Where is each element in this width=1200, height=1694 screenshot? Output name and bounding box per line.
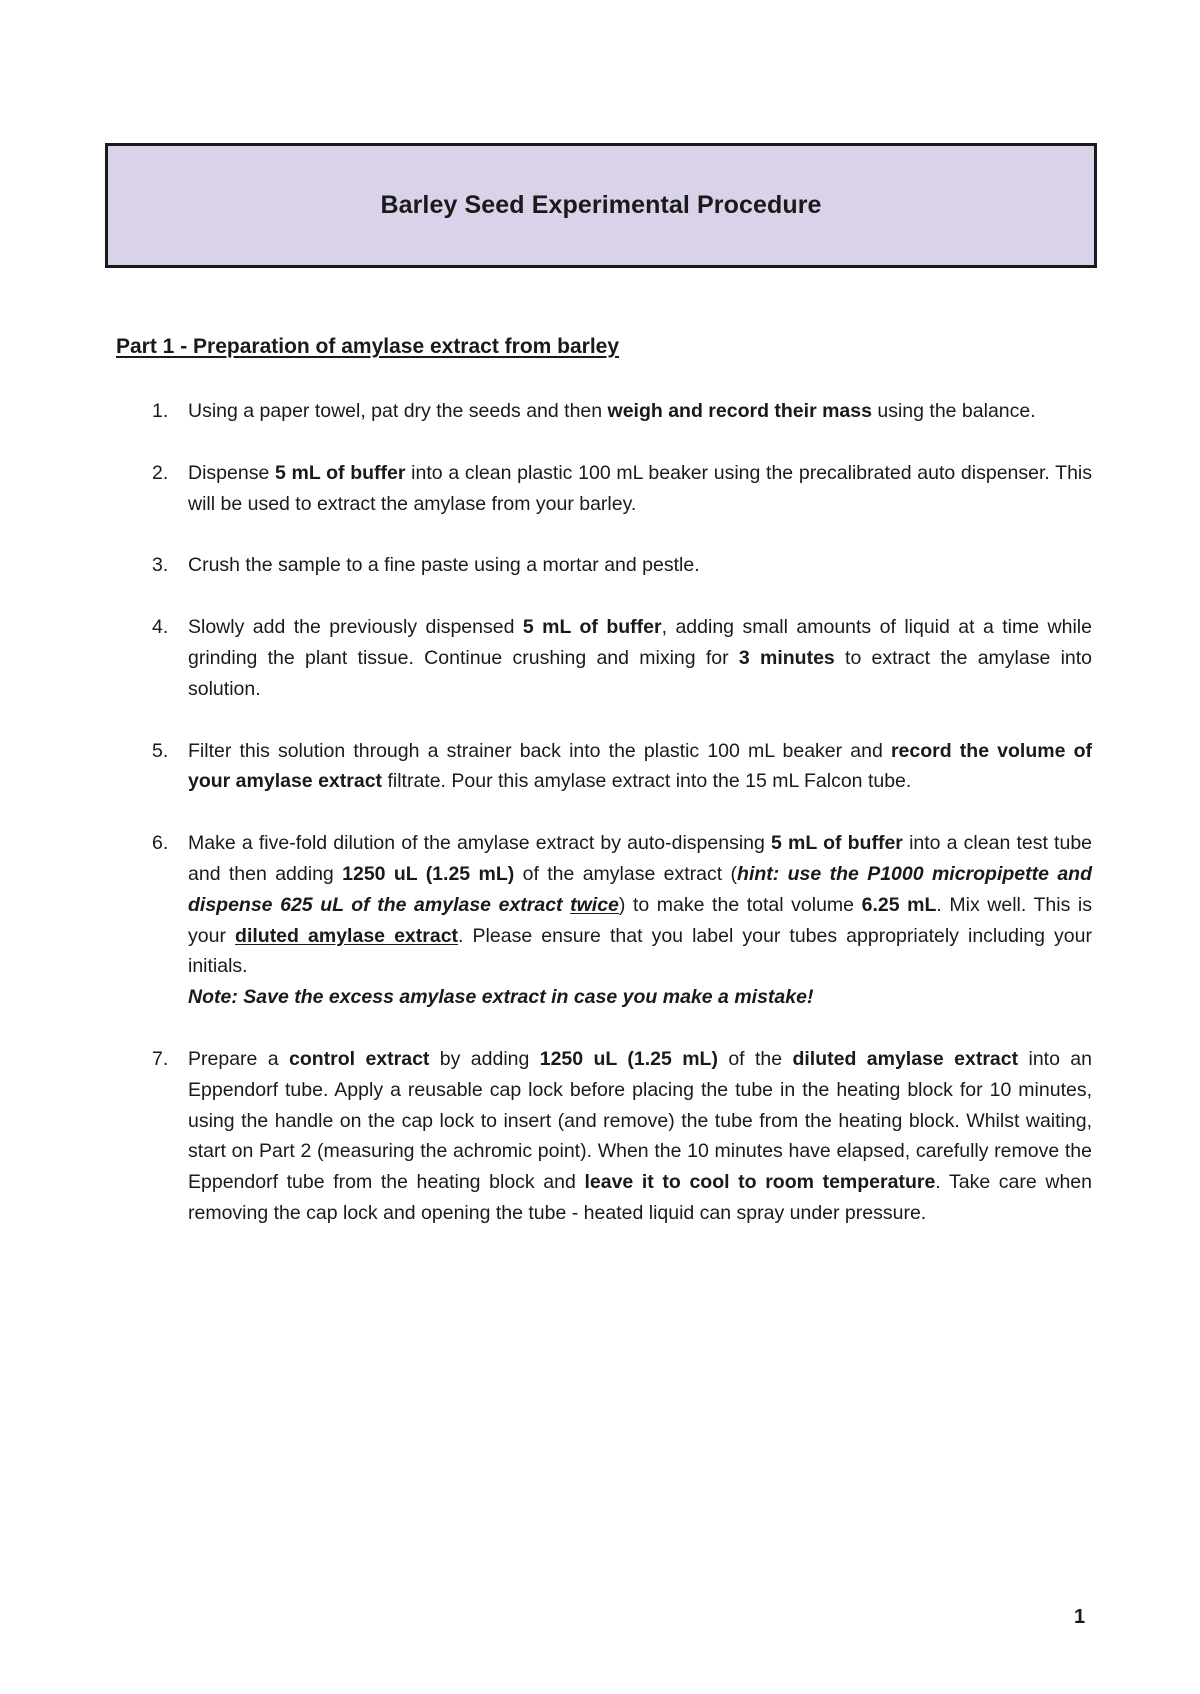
- step-text-segment: of the amylase extract (: [514, 862, 738, 885]
- step-text-segment: into a clean plastic 100 mL beaker using the precalibrated auto dispenser. This will be used to extract the amylase from your barley.: [188, 461, 1092, 515]
- step-text-bold: 1250 uL (1.25 mL): [539, 1047, 718, 1070]
- step-text-segment: of the: [717, 1047, 793, 1070]
- step-text: [188, 400, 1036, 422]
- step-note: Note: Save the excess amylase extract in case you make a mistake!: [188, 986, 814, 1009]
- step-text-bold: 5 mL of buffer: [522, 616, 662, 639]
- hint-text: hint: use the P1000 micropipette and dispense 625 uL of the amylase extract: [188, 862, 1092, 916]
- step-text-bold: record the volume of your amylase extract: [188, 739, 1092, 793]
- step-text-bold: weigh and record their mass: [607, 400, 872, 422]
- step-text-segment: Filter this solution through a strainer back into the plastic 100 mL beaker and: [188, 739, 891, 762]
- step-text-bold: control extract: [289, 1047, 430, 1070]
- page-number: 1: [1074, 1606, 1086, 1628]
- step-number: 7.: [152, 1047, 169, 1070]
- step-number: 6.: [152, 832, 169, 855]
- step-text-segment: Prepare a: [188, 1047, 289, 1070]
- step-4: [116, 612, 1092, 704]
- step-7: [116, 1044, 1092, 1229]
- step-text-segment: . Please ensure that you label your tubes appropriately including your initials.: [188, 924, 1092, 978]
- step-3: [116, 550, 1092, 581]
- step-text-segment: by adding: [429, 1047, 540, 1070]
- step-text-segment: Crush the sample to a fine paste using a mortar and pestle.: [188, 554, 700, 577]
- step-text-segment: using the balance.: [871, 400, 1036, 422]
- step-text: [188, 554, 700, 576]
- step-text: [188, 462, 1092, 515]
- step-text-bold-underline: diluted amylase extract: [235, 924, 459, 947]
- procedure-steps: [116, 396, 1092, 1260]
- step-number: 4.: [152, 616, 169, 639]
- step-text-segment: , adding small amounts of liquid at a time while grinding the plant tissue. Continue crushing and mixing for: [188, 616, 1092, 669]
- hint-emphasis: twice: [570, 893, 619, 916]
- step-number: 2.: [152, 461, 169, 484]
- step-text-segment: into an Eppendorf tube. Apply a reusable cap lock before placing the tube in the heating block for 10 minutes, using the handle on the cap lock to insert (and remove) the tube from the heating block. Whilst waiting, start on Part 2 (measuring the achromic point). When the 10 minutes have elapsed, carefully remove the Eppendorf tube from the heating block and: [188, 1047, 1092, 1194]
- step-text-segment: Slowly add the previously dispensed: [188, 616, 523, 639]
- part1-heading: Part 1 - Preparation of amylase extract from barley: [116, 335, 620, 358]
- step-text-segment: into a clean test tube and then adding: [188, 832, 1093, 885]
- step-text-segment: . Take care when removing the cap lock and opening the tube - heated liquid can spray under pressure.: [188, 1171, 1092, 1224]
- step-text-segment: Make a five-fold dilution of the amylase extract by auto-dispensing: [188, 832, 772, 855]
- step-text-segment: Dispense: [188, 461, 275, 484]
- step-number: 1.: [152, 400, 169, 422]
- step-text-bold: 1250 uL (1.25 mL): [342, 862, 515, 885]
- step-text-bold: 5 mL of buffer: [771, 832, 903, 855]
- step-text-segment: Using a paper towel, pat dry the seeds and then: [188, 400, 608, 422]
- step-text-bold: 5 mL of buffer: [275, 461, 406, 484]
- title-box: [105, 143, 1097, 268]
- step-text: [188, 740, 1092, 793]
- step-text-bold: 6.25 mL: [861, 893, 937, 916]
- step-text-segment: to extract the amylase into solution.: [188, 646, 1093, 700]
- step-1: [116, 396, 1092, 427]
- step-text-bold: diluted amylase extract: [792, 1047, 1019, 1070]
- step-2: [116, 458, 1092, 520]
- document-title: Barley Seed Experimental Procedure: [380, 191, 822, 219]
- step-text: [188, 832, 1092, 1013]
- step-6: [116, 828, 1092, 1013]
- step-text-segment: ) to make the total volume: [618, 893, 862, 916]
- step-text-segment: filtrate. Pour this amylase extract into the 15 mL Falcon tube.: [382, 770, 912, 793]
- step-number: 5.: [152, 739, 169, 762]
- step-text: [188, 1048, 1092, 1224]
- step-text-segment: . Mix well. This is your: [188, 893, 1092, 947]
- step-number: 3.: [152, 554, 169, 577]
- step-text-bold: leave it to cool to room temperature: [584, 1171, 936, 1194]
- step-text: [188, 616, 1092, 700]
- step-text-bold: 3 minutes: [738, 646, 835, 669]
- step-5: [116, 736, 1092, 798]
